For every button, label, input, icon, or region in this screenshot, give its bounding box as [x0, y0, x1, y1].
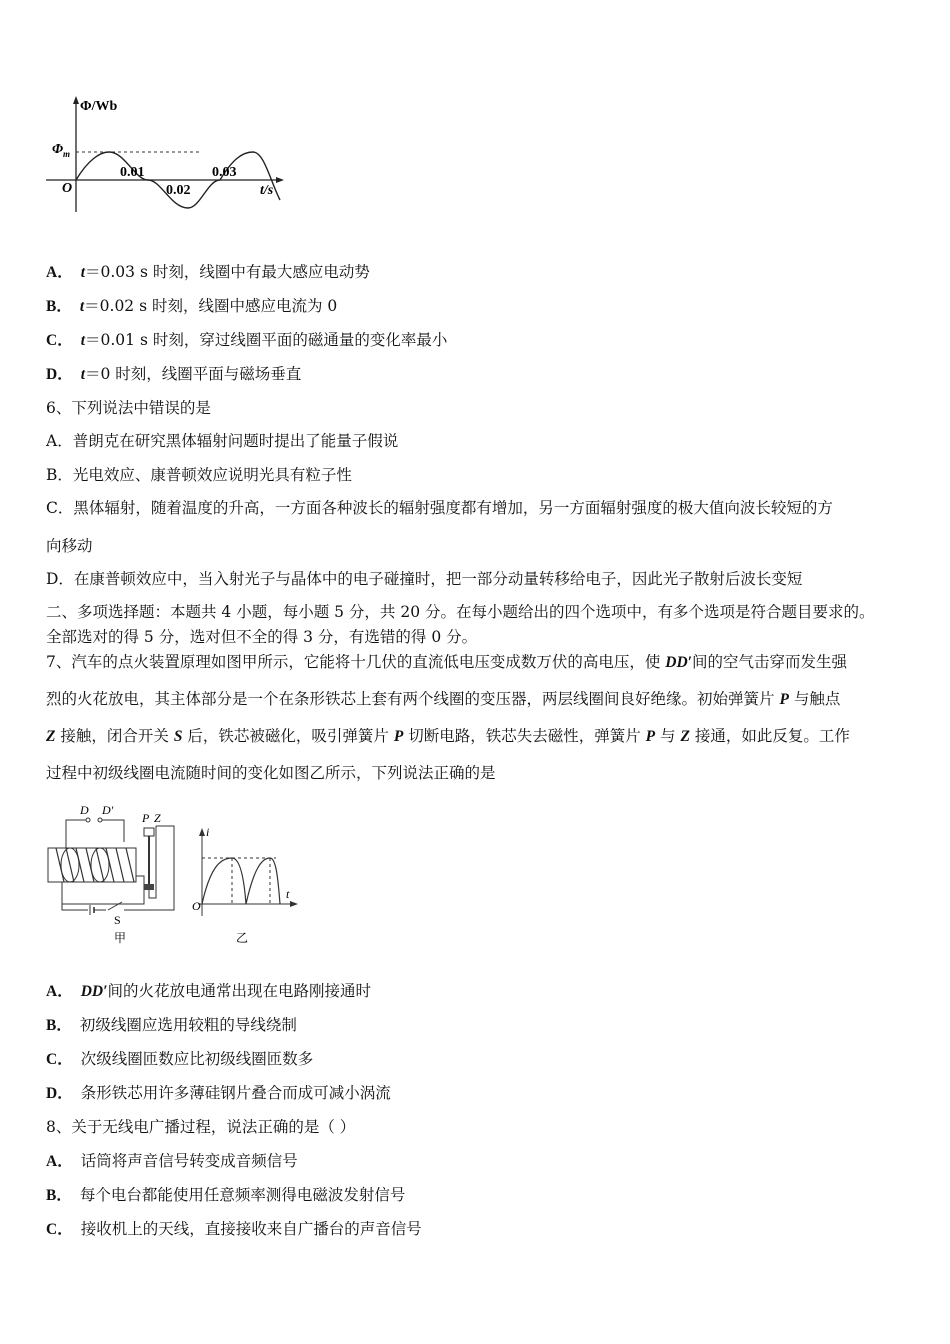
section2-line1: 二、多项选择题：本题共 4 小题，每小题 5 分，共 20 分。在每小题给出的四个选项中，有多个选项是符合题目要求的。 [46, 603, 875, 621]
x-axis-label: t/s [260, 183, 274, 198]
label-z: Z [154, 811, 161, 825]
label-s: S [114, 913, 121, 927]
label-d: D [80, 803, 89, 817]
ignition-circuit-figure [40, 798, 330, 950]
label-dprime: D′ [102, 803, 114, 817]
label-jia: 甲 [114, 931, 127, 945]
q7-option-b: B． 初级线圈应选用较粗的导线绕制 [46, 1016, 297, 1034]
phi-m-label: $\Phi_m$ [52, 142, 71, 159]
q7-stem-line4: 过程中初级线圈电流随时间的变化如图乙所示，下列说法正确的是 [46, 764, 496, 782]
q6-option-c-cont: 向移动 [46, 537, 93, 555]
q8-option-a: A． 话筒将声音信号转变成音频信号 [46, 1152, 298, 1170]
flux-time-graph [40, 90, 290, 220]
q7-stem-line3: Z 接触，闭合开关 S 后，铁芯被磁化，吸引弹簧片 P 切断电路，铁芯失去磁性，弹簧片 P 与 Z 接通，如此反复。工作 [46, 727, 850, 745]
q8-stem: 8、关于无线电广播过程，说法正确的是（ ） [46, 1118, 356, 1136]
label-i: i [206, 825, 210, 839]
q7-stem-line2: 烈的火花放电，其主体部分是一个在条形铁芯上套有两个线圈的变压器，两层线圈间良好绝缘。初始弹簧片 P 与触点 [46, 690, 841, 708]
q6-option-a: A．普朗克在研究黑体辐射问题时提出了能量子假说 [46, 432, 399, 450]
q6-option-d: D．在康普顿效应中，当入射光子与晶体中的电子碰撞时，把一部分动量转移给电子，因此光子散射后波长变短 [46, 570, 803, 588]
tick-001: 0.01 [120, 165, 145, 180]
q6-option-c: C．黑体辐射，随着温度的升高，一方面各种波长的辐射强度都有增加，另一方面辐射强度的极大值向波长较短的方 [46, 499, 833, 517]
q5-option-b: B． t＝0.02 s 时刻，线圈中感应电流为 0 [46, 297, 338, 315]
q7-stem-line1: 7、汽车的点火装置原理如图甲所示，它能将十几伏的直流低电压变成数万伏的高电压，使 DD′间的空气击穿而发生强 [46, 653, 848, 671]
origin-label: O [62, 181, 73, 196]
q5-option-d: D． t＝0 时刻，线圈平面与磁场垂直 [46, 365, 302, 383]
q8-option-b: B． 每个电台都能使用任意频率测得电磁波发射信号 [46, 1186, 406, 1204]
q5-option-a: A． t＝0.03 s 时刻，线圈中有最大感应电动势 [46, 263, 370, 281]
tick-003: 0.03 [212, 165, 237, 180]
q8-option-c: C． 接收机上的天线，直接接收来自广播台的声音信号 [46, 1220, 422, 1238]
label-yi: 乙 [236, 931, 249, 945]
section2-line2: 全部选对的得 5 分，选对但不全的得 3 分，有选错的得 0 分。 [46, 628, 478, 646]
tick-002: 0.02 [166, 183, 191, 198]
y-axis-label: Φ/Wb [80, 99, 118, 114]
label-o: O [192, 899, 201, 913]
q6-stem: 6、下列说法中错误的是 [46, 399, 211, 417]
q7-option-a: A． DD′间的火花放电通常出现在电路刚接通时 [46, 982, 371, 1000]
label-t: t [286, 887, 290, 901]
q5-option-c: C． t＝0.01 s 时刻，穿过线圈平面的磁通量的变化率最小 [46, 331, 448, 349]
current-curve [202, 858, 280, 904]
q6-option-b: B．光电效应、康普顿效应说明光具有粒子性 [46, 466, 352, 484]
q7-option-c: C． 次级线圈匝数应比初级线圈匝数多 [46, 1050, 314, 1068]
label-p: P [142, 811, 150, 825]
q7-option-d: D． 条形铁芯用许多薄硅钢片叠合而成可减小涡流 [46, 1084, 391, 1102]
